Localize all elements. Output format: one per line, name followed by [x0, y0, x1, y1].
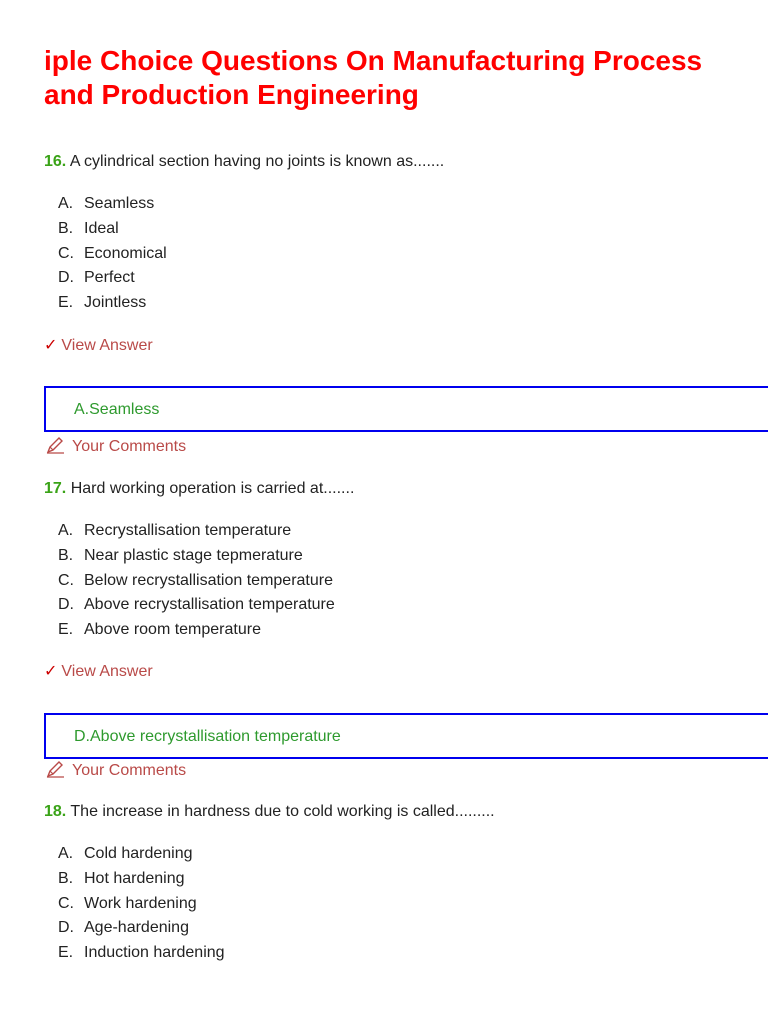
your-comments-label: Your Comments — [72, 762, 187, 779]
page-title-line-1: iple Choice Questions On Manufacturing Process — [44, 45, 703, 76]
question-number: 17. — [44, 480, 67, 497]
question-18 — [44, 802, 744, 822]
option-letter: B. — [58, 219, 74, 237]
answer-text: A.Seamless — [74, 401, 160, 418]
option-text: Cold hardening — [84, 845, 193, 862]
view-answer-button[interactable] — [44, 662, 153, 682]
answer-box — [44, 386, 768, 432]
option-c[interactable] — [58, 894, 738, 919]
options-list-17 — [58, 521, 738, 645]
option-letter: A. — [58, 845, 74, 862]
question-text: Hard working operation is carried at....... — [70, 480, 355, 497]
answer-text: D.Above recrystallisation temperature — [74, 728, 341, 745]
option-b[interactable] — [58, 546, 738, 571]
option-letter: B. — [58, 869, 74, 887]
option-letter: E. — [58, 294, 74, 312]
options-list-18 — [58, 844, 738, 968]
option-text: Induction hardening — [84, 944, 225, 962]
option-letter: C. — [58, 894, 74, 912]
question-text: The increase in hardness due to cold working is called......... — [70, 803, 495, 820]
option-text: Recrystallisation temperature — [84, 522, 292, 539]
view-answer-label: View Answer — [61, 337, 153, 354]
option-d[interactable] — [58, 268, 738, 293]
option-a[interactable] — [58, 194, 738, 219]
question-number: 16. — [44, 153, 67, 170]
option-letter: E. — [58, 944, 74, 962]
option-d[interactable] — [58, 595, 738, 620]
option-b[interactable] — [58, 869, 738, 894]
option-letter: E. — [58, 621, 74, 639]
option-letter: D. — [58, 269, 74, 287]
option-b[interactable] — [58, 219, 738, 244]
option-text: Above room temperature — [84, 621, 261, 639]
your-comments-link[interactable] — [46, 436, 186, 457]
option-text: Seamless — [84, 195, 155, 212]
your-comments-label: Your Comments — [72, 438, 187, 455]
check-icon: ✓ — [44, 337, 58, 354]
option-text: Below recrystallisation temperature — [84, 571, 333, 589]
answer-box — [44, 713, 768, 759]
option-a[interactable] — [58, 844, 738, 869]
option-text: Economical — [84, 244, 167, 262]
option-text: Age-hardening — [84, 919, 189, 937]
check-icon: ✓ — [44, 663, 58, 680]
option-e[interactable] — [58, 293, 738, 318]
option-d[interactable] — [58, 918, 738, 943]
question-17 — [44, 479, 744, 499]
question-text: A cylindrical section having no joints is known as....... — [69, 153, 445, 170]
pencil-write-icon — [46, 436, 66, 454]
option-text: Hot hardening — [84, 869, 185, 887]
question-number: 18. — [44, 803, 67, 820]
your-comments-link[interactable] — [46, 760, 186, 781]
page-title-line-2: and Production Engineering — [44, 79, 419, 110]
view-answer-button[interactable] — [44, 336, 153, 356]
option-c[interactable] — [58, 571, 738, 596]
option-letter: B. — [58, 546, 74, 564]
option-e[interactable] — [58, 620, 738, 645]
view-answer-label: View Answer — [61, 663, 153, 680]
options-list-16 — [58, 194, 738, 318]
option-letter: C. — [58, 571, 74, 589]
option-text: Jointless — [84, 294, 147, 312]
option-text: Work hardening — [84, 894, 197, 912]
option-letter: D. — [58, 596, 74, 614]
option-text: Near plastic stage tepmerature — [84, 546, 303, 564]
pencil-write-icon — [46, 760, 66, 778]
option-text: Above recrystallisation temperature — [84, 596, 335, 614]
option-letter: A. — [58, 195, 74, 212]
question-16 — [44, 152, 744, 172]
option-letter: D. — [58, 919, 74, 937]
option-letter: C. — [58, 244, 74, 262]
option-a[interactable] — [58, 521, 738, 546]
option-text: Perfect — [84, 269, 135, 287]
option-c[interactable] — [58, 244, 738, 269]
option-letter: A. — [58, 522, 74, 539]
option-e[interactable] — [58, 943, 738, 968]
option-text: Ideal — [84, 219, 119, 237]
page-title — [44, 44, 764, 112]
